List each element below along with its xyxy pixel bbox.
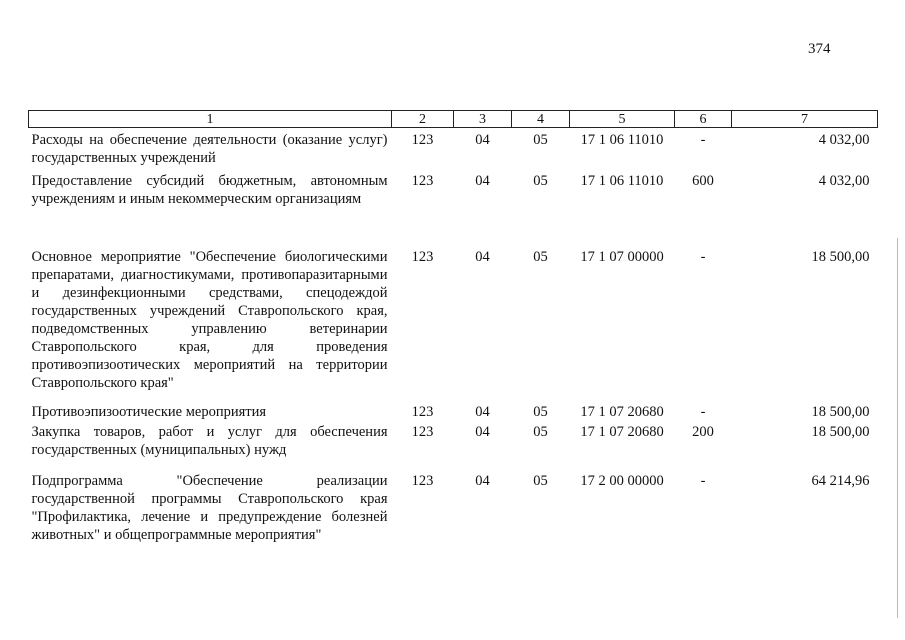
header-col-1: 1 xyxy=(29,111,392,128)
row-name: Предоставление субсидий бюджетным, автономным учреждениям и иным некоммерческим организациям xyxy=(31,173,388,207)
row-code-5: 17 1 07 20680 xyxy=(580,404,664,420)
row-code-2: 123 xyxy=(411,132,434,148)
row-code-3: 04 xyxy=(475,473,490,489)
row-code-3: 04 xyxy=(475,132,490,148)
row-code-6: - xyxy=(700,404,706,420)
header-col-7: 7 xyxy=(732,111,878,128)
row-code-6: 600 xyxy=(692,173,714,189)
row-name: Основное мероприятие "Обеспечение биологическими препаратами, диагностикумами, противопаразитарными и дезинфекционными средствами, спецодеждой государственных учреждений Ставропольского края, подведомственных управлению ветеринарии Ставропольского края, для проведения противоэпизоотических мероприятий на территории Ставропольского края" xyxy=(31,249,388,391)
budget-table xyxy=(28,110,878,544)
row-code-6: 200 xyxy=(692,424,714,440)
header-col-4: 4 xyxy=(512,111,570,128)
table-row xyxy=(29,208,878,392)
table-row xyxy=(29,128,878,168)
row-code-5: 17 1 07 00000 xyxy=(580,249,664,265)
row-name: Расходы на обеспечение деятельности (оказание услуг) государственных учреждений xyxy=(31,132,388,166)
header-col-2: 2 xyxy=(392,111,454,128)
row-amount: 18 500,00 xyxy=(811,424,870,440)
row-code-3: 04 xyxy=(475,173,490,189)
scan-edge-line xyxy=(897,238,898,618)
header-col-5: 5 xyxy=(570,111,675,128)
row-code-2: 123 xyxy=(411,473,434,489)
row-amount: 4 032,00 xyxy=(818,173,870,189)
row-code-5: 17 1 06 11010 xyxy=(580,132,664,148)
row-code-4: 05 xyxy=(533,249,548,265)
row-code-5: 17 2 00 00000 xyxy=(580,473,664,489)
row-code-6: - xyxy=(700,132,706,148)
row-code-2: 123 xyxy=(411,404,434,420)
row-code-2: 123 xyxy=(411,173,434,189)
row-code-6: - xyxy=(700,473,706,489)
header-row xyxy=(29,111,878,128)
row-code-3: 04 xyxy=(475,424,490,440)
row-code-5: 17 1 07 20680 xyxy=(580,424,664,440)
header-col-6: 6 xyxy=(675,111,732,128)
row-amount: 18 500,00 xyxy=(811,249,870,265)
row-code-4: 05 xyxy=(533,173,548,189)
row-name: Подпрограмма "Обеспечение реализации государственной программы Ставропольского края "Профилактика, лечение и предупреждение болезней животных" и общепрограммные мероприятия" xyxy=(31,473,388,543)
row-code-3: 04 xyxy=(475,404,490,420)
table-row xyxy=(29,421,878,459)
table-header xyxy=(29,111,878,128)
row-code-3: 04 xyxy=(475,249,490,265)
table-row xyxy=(29,459,878,544)
row-name: Противоэпизоотические мероприятия xyxy=(31,404,267,420)
row-code-4: 05 xyxy=(533,132,548,148)
row-code-5: 17 1 06 11010 xyxy=(580,173,664,189)
row-name: Закупка товаров, работ и услуг для обеспечения государственных (муниципальных) нужд xyxy=(31,424,388,458)
table-row xyxy=(29,392,878,421)
row-amount: 4 032,00 xyxy=(818,132,870,148)
row-code-2: 123 xyxy=(411,249,434,265)
row-code-6: - xyxy=(700,249,706,265)
header-col-3: 3 xyxy=(454,111,512,128)
row-code-4: 05 xyxy=(533,404,548,420)
row-code-2: 123 xyxy=(411,424,434,440)
row-amount: 18 500,00 xyxy=(811,404,870,420)
page-number: 374 xyxy=(808,41,831,57)
row-code-4: 05 xyxy=(533,473,548,489)
row-code-4: 05 xyxy=(533,424,548,440)
table-row xyxy=(29,167,878,208)
table-body xyxy=(29,128,878,545)
row-amount: 64 214,96 xyxy=(811,473,870,489)
